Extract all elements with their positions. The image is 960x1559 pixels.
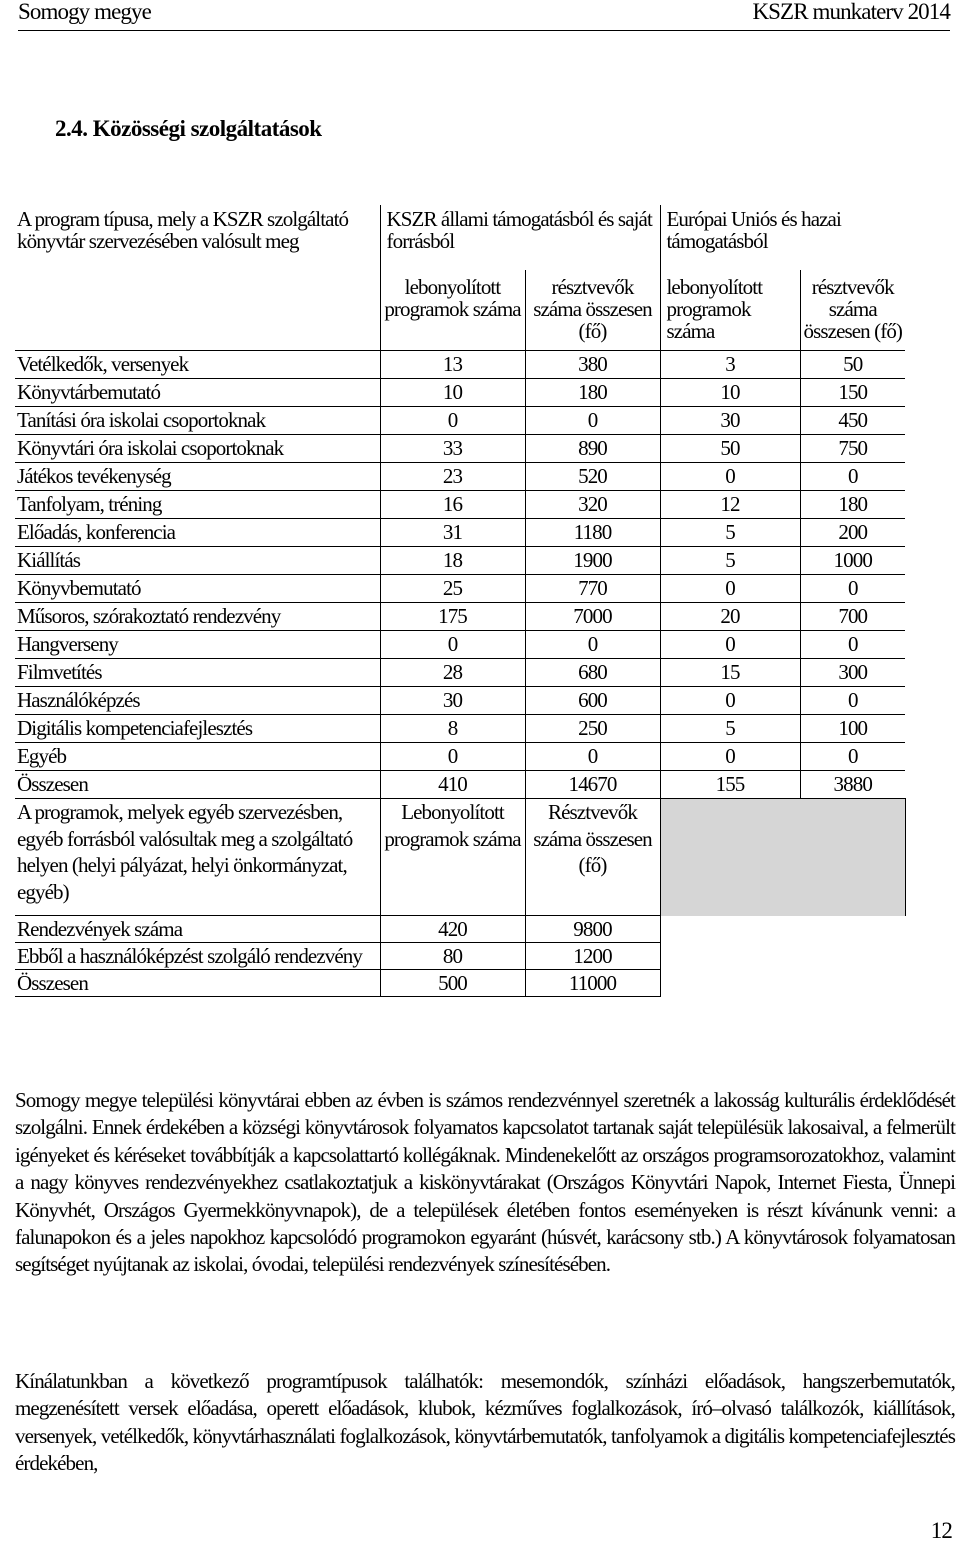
participants-2: 1000 <box>800 547 905 575</box>
table2-row-label: Összesen <box>15 970 380 997</box>
programs-count-1: 33 <box>380 435 525 463</box>
participants-1: 680 <box>525 659 660 687</box>
table2-programs-count: 80 <box>380 943 525 970</box>
table-row <box>15 463 905 491</box>
programs-count-2: 5 <box>660 519 800 547</box>
row-label: Filmvetítés <box>15 659 380 687</box>
subheader-participants-2: résztvevők száma összesen (fő) <box>800 270 905 351</box>
body-paragraph-2: Kínálatunkban a következő programtípusok találhatók: mesemondók, színházi előadások, hangszerbemutatók, megzenésített versek előadása, operett előadások, klubok, kézműves foglalkozások, író–olvasó találkozók, kiállítások, versenyek, vetélkedők, könyvtárhasználati foglalkozások, könyvtárbemutatók, tanfolyamok a digitális kompetenciafejlesztés érdekében, <box>15 1369 955 1476</box>
participants-2: 200 <box>800 519 905 547</box>
row-label: Digitális kompetenciafejlesztés <box>15 715 380 743</box>
participants-1: 1180 <box>525 519 660 547</box>
empty-cell <box>660 943 905 970</box>
programs-count-2: 0 <box>660 631 800 659</box>
participants-2: 3880 <box>800 771 905 799</box>
programs-count-1: 10 <box>380 379 525 407</box>
table-row <box>15 547 905 575</box>
table2-row <box>15 943 905 970</box>
participants-2: 0 <box>800 687 905 715</box>
section-title: 2.4. Közösségi szolgáltatások <box>55 116 322 141</box>
page-number: 12 <box>930 1518 952 1543</box>
table-row <box>15 715 905 743</box>
row-label: Könyvtári óra iskolai csoportoknak <box>15 435 380 463</box>
programs-count-2: 30 <box>660 407 800 435</box>
participants-2: 750 <box>800 435 905 463</box>
table-row <box>15 603 905 631</box>
row-label: Tanítási óra iskolai csoportoknak <box>15 407 380 435</box>
row-label: Könyvbemutató <box>15 575 380 603</box>
programs-count-1: 18 <box>380 547 525 575</box>
table2-row <box>15 916 905 943</box>
programs-count-2: 10 <box>660 379 800 407</box>
running-header <box>18 0 950 31</box>
programs-count-2: 15 <box>660 659 800 687</box>
participants-2: 0 <box>800 631 905 659</box>
table-row <box>15 659 905 687</box>
participants-1: 1900 <box>525 547 660 575</box>
participants-2: 450 <box>800 407 905 435</box>
programs-count-2: 5 <box>660 547 800 575</box>
programs-count-1: 16 <box>380 491 525 519</box>
row-label: Használóképzés <box>15 687 380 715</box>
header-left: Somogy megye <box>18 0 151 24</box>
table2-subheader-programs: Lebonyolított programok száma <box>380 799 525 916</box>
table-row <box>15 351 905 379</box>
table-row <box>15 771 905 799</box>
participants-2: 150 <box>800 379 905 407</box>
programs-count-2: 0 <box>660 463 800 491</box>
table2-programs-count: 420 <box>380 916 525 943</box>
table2-row-label: Rendezvények száma <box>15 916 380 943</box>
row-label: Egyéb <box>15 743 380 771</box>
programs-count-2: 0 <box>660 743 800 771</box>
table-row <box>15 743 905 771</box>
table-row <box>15 575 905 603</box>
participants-1: 770 <box>525 575 660 603</box>
programs-count-1: 31 <box>380 519 525 547</box>
programs-count-2: 0 <box>660 575 800 603</box>
empty-cell <box>660 916 905 943</box>
community-services-table <box>15 205 906 997</box>
row-label: Műsoros, szórakoztató rendezvény <box>15 603 380 631</box>
subheader-programs-count-1: lebonyolított programok száma <box>380 270 525 351</box>
statistics-table-wrapper <box>15 205 905 997</box>
participants-1: 600 <box>525 687 660 715</box>
body-paragraph-1: Somogy megye települési könyvtárai ebben az évben is számos rendezvénnyel szeretnék a lakosság kulturális érdeklődését szolgálni. Ennek érdekében a községi könyvtárosok folyamatos kapcsolatot tartanak saját településük lakosaival, a felmerült igényeket és kéréseket továbbítják a kapcsolattartó kollégáknak. Mindenekelőtt az országos programsorozatokhoz, valamint a nagy könyves rendezvényekhez csatlakoztatjuk a kiskönyvtárakat (Országos Könyvtári Napok, Internet Fiesta, Ünnepi Könyvhét, Országos Gyermekkönyvnapok), de a települések életében fontos eseményeken is részt kívánunk venni: a falunapokon és a jeles napokhoz kapcsolódó programokon egyaránt (húsvét, karácsony stb.) A könyvtárosok folyamatosan segítséget nyújtanak az iskolai, óvodai, települési rendezvények színesítésében. <box>15 1088 955 1277</box>
participants-2: 0 <box>800 463 905 491</box>
shaded-cell <box>660 799 905 916</box>
table2-subheader-participants: Résztvevők száma összesen (fő) <box>525 799 660 916</box>
programs-count-2: 0 <box>660 687 800 715</box>
subheader-programs-count-2: lebonyolított programok száma <box>660 270 800 351</box>
programs-count-1: 28 <box>380 659 525 687</box>
table-row <box>15 435 905 463</box>
column-header-program-type: A program típusa, mely a KSZR szolgáltató könyvtár szervezésében valósult meg <box>17 207 349 253</box>
programs-count-1: 0 <box>380 743 525 771</box>
programs-count-1: 30 <box>380 687 525 715</box>
programs-count-2: 5 <box>660 715 800 743</box>
participants-2: 50 <box>800 351 905 379</box>
row-label: Előadás, konferencia <box>15 519 380 547</box>
programs-count-1: 25 <box>380 575 525 603</box>
row-label: Hangverseny <box>15 631 380 659</box>
row-label: Összesen <box>15 771 380 799</box>
row-label: Tanfolyam, tréning <box>15 491 380 519</box>
table2-participants: 11000 <box>525 970 660 997</box>
table-row <box>15 631 905 659</box>
participants-2: 300 <box>800 659 905 687</box>
participants-1: 250 <box>525 715 660 743</box>
table2-programs-count: 500 <box>380 970 525 997</box>
programs-count-1: 410 <box>380 771 525 799</box>
programs-count-1: 0 <box>380 407 525 435</box>
row-label: Kiállítás <box>15 547 380 575</box>
programs-count-2: 3 <box>660 351 800 379</box>
participants-1: 380 <box>525 351 660 379</box>
table2-participants: 9800 <box>525 916 660 943</box>
table2-row <box>15 970 905 997</box>
row-label: Könyvtárbemutató <box>15 379 380 407</box>
programs-count-1: 8 <box>380 715 525 743</box>
table2-header-row <box>15 799 905 916</box>
empty-cell <box>660 970 905 997</box>
participants-1: 0 <box>525 631 660 659</box>
programs-count-1: 175 <box>380 603 525 631</box>
participants-1: 180 <box>525 379 660 407</box>
table-row <box>15 379 905 407</box>
table-row <box>15 687 905 715</box>
table2-participants: 1200 <box>525 943 660 970</box>
subheader-participants-1: résztvevők száma összesen (fő) <box>525 270 660 351</box>
programs-count-2: 50 <box>660 435 800 463</box>
programs-count-2: 12 <box>660 491 800 519</box>
table-row <box>15 519 905 547</box>
column-group-state-funded: KSZR állami támogatásból és saját forrásból <box>380 205 660 270</box>
table2-row-label: Ebből a használóképzést szolgáló rendezvény <box>15 943 380 970</box>
table-row <box>15 491 905 519</box>
participants-1: 14670 <box>525 771 660 799</box>
row-label: Vetélkedők, versenyek <box>15 351 380 379</box>
participants-1: 0 <box>525 743 660 771</box>
table-row <box>15 407 905 435</box>
row-label: Játékos tevékenység <box>15 463 380 491</box>
participants-2: 180 <box>800 491 905 519</box>
participants-1: 890 <box>525 435 660 463</box>
header-right: KSZR munkaterv 2014 <box>752 0 950 24</box>
participants-2: 0 <box>800 743 905 771</box>
programs-count-2: 20 <box>660 603 800 631</box>
table2-column-header: A programok, melyek egyéb szervezésben, egyéb forrásból valósultak meg a szolgáltató helyen (helyi pályázat, helyi önkormányzat, egyéb) <box>15 799 380 916</box>
participants-2: 700 <box>800 603 905 631</box>
participants-1: 0 <box>525 407 660 435</box>
programs-count-1: 23 <box>380 463 525 491</box>
programs-count-2: 155 <box>660 771 800 799</box>
programs-count-1: 0 <box>380 631 525 659</box>
column-group-eu-funded: Európai Uniós és hazai támogatásból <box>660 205 905 270</box>
table-header-row <box>15 205 905 270</box>
participants-2: 0 <box>800 575 905 603</box>
participants-1: 320 <box>525 491 660 519</box>
programs-count-1: 13 <box>380 351 525 379</box>
participants-1: 520 <box>525 463 660 491</box>
participants-2: 100 <box>800 715 905 743</box>
participants-1: 7000 <box>525 603 660 631</box>
